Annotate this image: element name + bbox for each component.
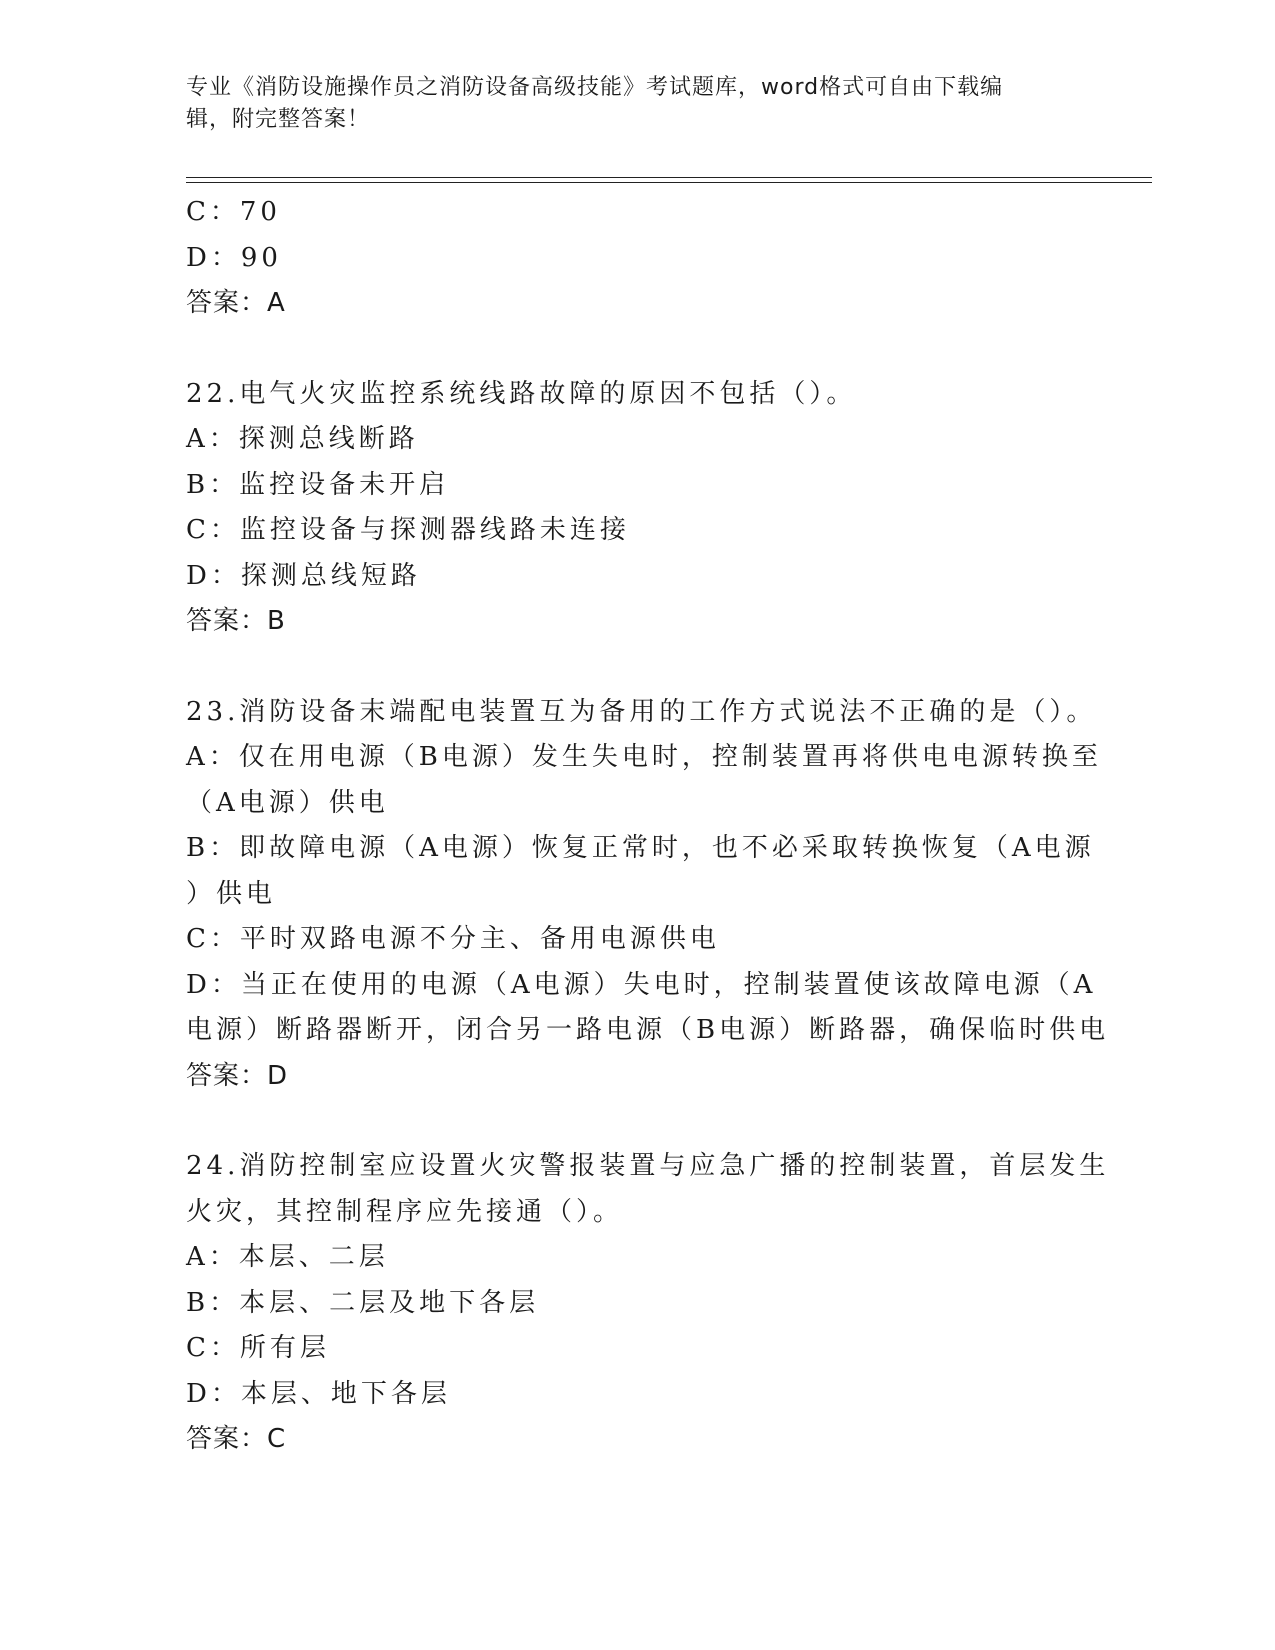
option-b-continued: ）供电 (186, 878, 277, 909)
option-c: C：平时双路电源不分主、备用电源供电 (186, 924, 720, 954)
question-text: 22.电气火灾监控系统线路故障的原因不包括（）。 (186, 378, 857, 409)
question-22 (186, 372, 1086, 645)
option-c: C：监控设备与探测器线路未连接 (186, 515, 630, 545)
header-rule-top (186, 177, 1152, 178)
spacer (186, 1099, 1086, 1144)
spacer (186, 327, 1086, 372)
option-c: C：所有层 (186, 1333, 330, 1363)
option-d: D：当正在使用的电源（A电源）失电时，控制装置使该故障电源（A (186, 969, 1097, 1000)
option-b: B：即故障电源（A电源）恢复正常时，也不必采取转换恢复（A电源 (186, 833, 1095, 863)
option-d-continued: 电源）断路器断开，闭合另一路电源（B电源）断路器，确保临时供电 (186, 1015, 1110, 1045)
option-a-continued: （A电源）供电 (186, 787, 389, 818)
spacer (186, 645, 1086, 690)
option-c: C：70 (186, 197, 281, 227)
question-text-continued: 火灾，其控制程序应先接通（）。 (186, 1196, 624, 1227)
header-rule-bottom (186, 182, 1152, 183)
option-d: D：90 (186, 242, 282, 273)
question-24 (186, 1144, 1110, 1463)
question-text: 23.消防设备末端配电装置互为备用的工作方式说法不正确的是（）。 (186, 696, 1097, 727)
answer-line: 答案：D (186, 1060, 289, 1091)
question-content (186, 190, 1110, 1463)
question-text: 24.消防控制室应设置火灾警报装置与应急广播的控制装置，首层发生 (186, 1151, 1110, 1181)
option-d: D：探测总线短路 (186, 560, 421, 591)
answer-line: 答案：B (186, 606, 286, 636)
option-a: A：仅在用电源（B电源）发生失电时，控制装置再将供电电源转换至 (186, 742, 1102, 772)
question-23 (186, 690, 1110, 1100)
document-header (186, 72, 1086, 136)
header-line-2: 辑，附完整答案！ (186, 107, 371, 132)
option-a: A：本层、二层 (186, 1242, 389, 1272)
answer-line: 答案：C (186, 1424, 287, 1454)
answer-line: 答案：A (186, 288, 286, 318)
option-a: A：探测总线断路 (186, 424, 419, 454)
option-d: D：本层、地下各层 (186, 1378, 451, 1409)
option-b: B：监控设备未开启 (186, 469, 450, 500)
option-b: B：本层、二层及地下各层 (186, 1287, 540, 1318)
header-line-1: 专业《消防设施操作员之消防设备高级技能》考试题库，word格式可自由下载编 (186, 75, 1004, 100)
